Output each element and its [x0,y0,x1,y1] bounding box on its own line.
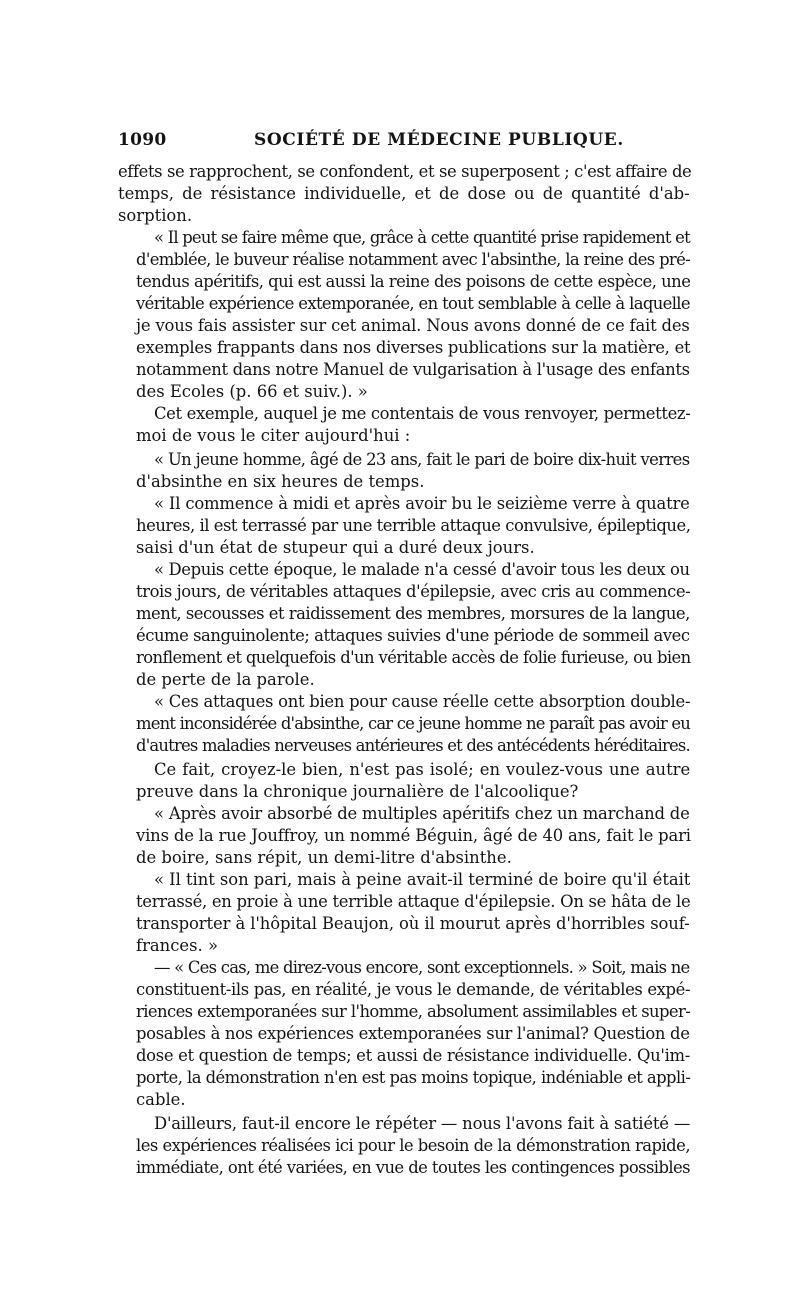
text-line: moi de vous le citer aujourd'hui : [136,426,411,445]
paragraph [118,957,690,1111]
text-line: les expériences réalisées ici pour le besoin de la démonstration rapide, [136,1136,690,1155]
text-line: « Après avoir absorbé de multiples apéritifs chez un marchand de [154,804,690,823]
text-line: « Un jeune homme, âgé de 23 ans, fait le pari de boire dix-huit verres [154,450,690,469]
paragraph [118,161,690,227]
running-title: SOCIÉTÉ DE MÉDECINE PUBLIQUE. [254,130,624,150]
paragraph [118,449,690,493]
text-line: véritable expérience extemporanée, en tout semblable à celle à laquelle [136,294,690,313]
paragraph [118,493,690,559]
text-line: je vous fais assister sur cet animal. Nous avons donné de ce fait des [136,316,690,335]
text-line: d'absinthe en six heures de temps. [136,472,425,491]
text-line: sorption. [118,206,193,225]
text-line: ronflement et quelquefois d'un véritable accès de folie furieuse, ou bien [136,648,691,667]
text-line: ment inconsidérée d'absinthe, car ce jeune homme ne paraît pas avoir eu [136,714,691,733]
text-line: « Il peut se faire même que, grâce à cette quantité prise rapidement et [154,228,690,247]
text-line: des Ecoles (p. 66 et suiv.). » [136,382,368,401]
paragraph [118,1113,690,1179]
paragraph [118,869,690,957]
text-line: porte, la démonstration n'en est pas moins topique, indéniable et appli- [136,1068,691,1087]
text-line: cable. [136,1090,186,1109]
text-line: vins de la rue Jouffroy, un nommé Béguin, âgé de 40 ans, fait le pari [136,826,691,845]
text-line: tendus apéritifs, qui est aussi la reine des poisons de cette espèce, une [136,272,691,291]
text-line: Cet exemple, auquel je me contentais de vous renvoyer, permettez- [154,404,691,423]
text-line: posables à nos expériences extemporanées sur l'animal? Question de [136,1024,690,1043]
body-text [118,161,690,1179]
text-line: « Il commence à midi et après avoir bu le seizième verre à quatre [154,494,690,513]
text-line: heures, il est terrassé par une terrible attaque convulsive, épileptique, [136,516,691,535]
paragraph [118,803,690,869]
text-line: « Ces attaques ont bien pour cause réelle cette absorption double- [154,692,691,711]
text-line: d'emblée, le buveur réalise notamment avec l'absinthe, la reine des pré- [136,250,691,269]
page-number: 1090 [118,130,167,150]
text-line: écume sanguinolente; attaques suivies d'une période de sommeil avec [136,626,690,645]
text-line: notamment dans notre Manuel de vulgarisation à l'usage des enfants [136,360,690,379]
paragraph [118,403,690,447]
text-line: immédiate, ont été variées, en vue de toutes les contingences possibles [136,1158,690,1177]
text-line: transporter à l'hôpital Beaujon, où il mourut après d'horribles souf- [136,914,690,933]
text-line: de boire, sans répit, un demi-litre d'absinthe. [136,848,512,867]
text-line: Ce fait, croyez-le bien, n'est pas isolé; en voulez-vous une autre [154,760,691,779]
paragraph [118,759,690,803]
text-line: D'ailleurs, faut-il encore le répéter — nous l'avons fait à satiété — [154,1114,691,1133]
text-line: de perte de la parole. [136,670,315,689]
paragraph [118,227,690,403]
text-line: temps, de résistance individuelle, et de dose ou de quantité d'ab- [118,184,690,203]
text-line: exemples frappants dans nos diverses publications sur la matière, et [136,338,691,357]
text-line: frances. » [136,936,218,955]
paragraph [118,691,690,757]
page-header [118,130,690,154]
text-line: « Depuis cette époque, le malade n'a cessé d'avoir tous les deux ou [154,560,690,579]
text-line: constituent-ils pas, en réalité, je vous le demande, de véritables expé- [136,980,691,999]
text-line: saisi d'un état de stupeur qui a duré deux jours. [136,538,535,557]
text-line: ment, secousses et raidissement des membres, morsures de la langue, [136,604,690,623]
text-line: effets se rapprochent, se confondent, et se superposent ; c'est affaire de [118,162,692,181]
text-line: d'autres maladies nerveuses antérieures et des antécédents héréditaires. [136,736,690,755]
text-line: terrassé, en proie à une terrible attaque d'épilepsie. On se hâta de le [136,892,691,911]
text-line: « Il tint son pari, mais à peine avait-il terminé de boire qu'il était [154,870,691,889]
paragraph [118,559,690,691]
text-line: dose et question de temps; et aussi de résistance individuelle. Qu'im- [136,1046,690,1065]
text-line: preuve dans la chronique journalière de l'alcoolique? [136,782,579,801]
text-line: riences extemporanées sur l'homme, absolument assimilables et super- [136,1002,691,1021]
text-line: — « Ces cas, me direz-vous encore, sont exceptionnels. » Soit, mais ne [154,958,690,977]
text-line: trois jours, de véritables attaques d'épilepsie, avec cris au commence- [136,582,691,601]
